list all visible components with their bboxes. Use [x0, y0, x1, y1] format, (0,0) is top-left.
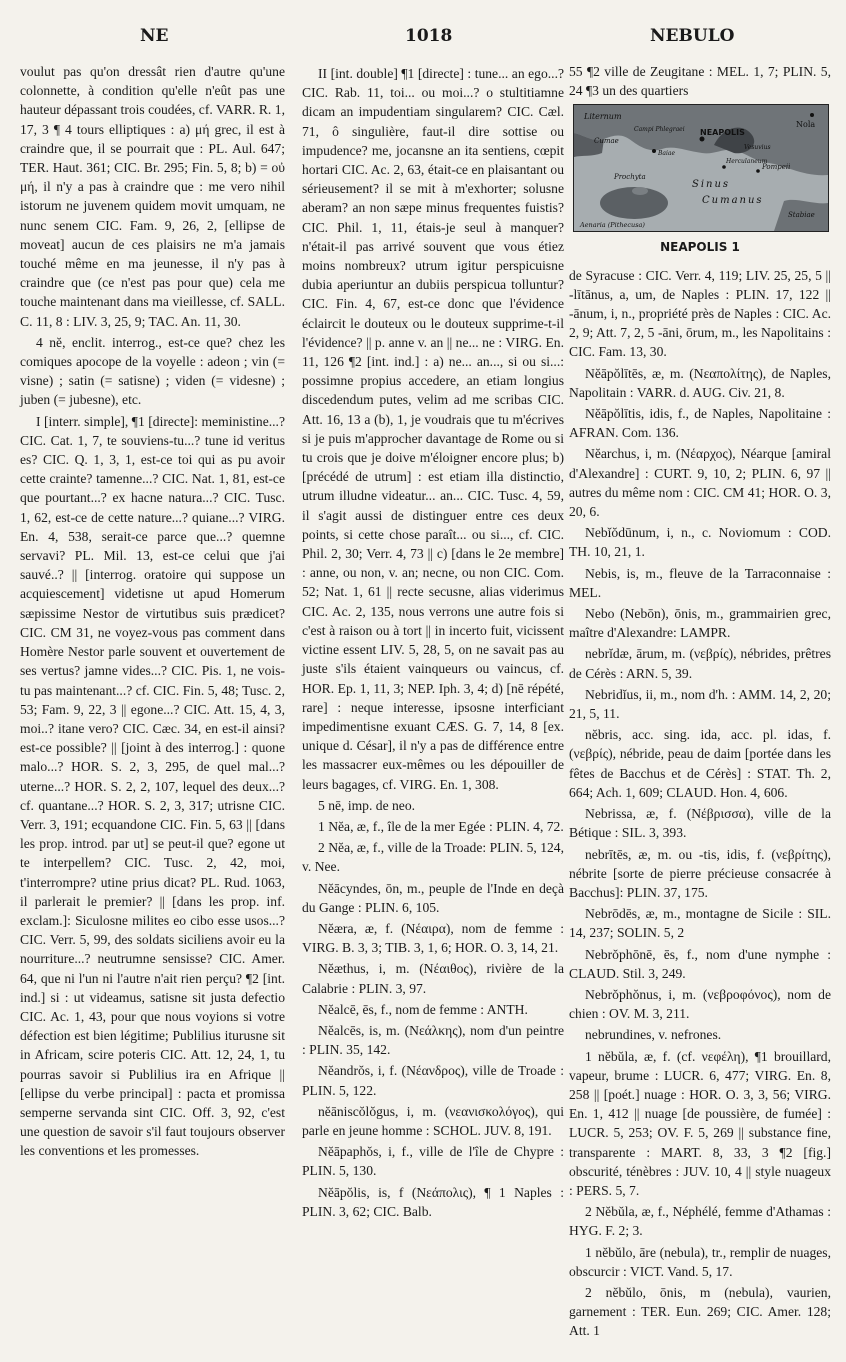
- page-header: [0, 26, 846, 48]
- dictionary-entry: I [interr. simple], ¶1 [directe]: meministine...? CIC. Cat. 1, 7, te souviens-tu...? tune id veritus es? CIC. Q. 1, 3, 1, est-ce toi qui as pu avoir cette crainte? tamenne...? CIC. Nat. 1, 81, est-ce que pourtant...? ex hacne natura...? CIC. Tusc. 1, 62, est-ce de cette nature...? quiane...? VIRG. En. 4, 538, serait-ce parce que...? quemne servavi? PL. Mil. 13, est-ce celui que j'ai sauvé..? || [interrog. oratoire qui suppose un acquiescement] videtisne ut apud Homerum sæpissime Nestor de virtutibus suis prædicet? CIC. CM 31, ne voyez-vous pas comment dans Homère Nestor parle souvent et ouvertement de ses vertus? jamne vides...? CIC. Pis. 1, ne vois-tu pas maintenant...? cf. CIC. Fin. 5, 48; Tusc. 2, 53; Fam. 9, 22, 3 || egone...? CIC. Att. 15, 4, 3, moi..? itane vero? CIC. Cæc. 34, en est-il ainsi? est-ce possible? || [joint à des interrog.] : quone malo...? HOR. S. 2, 3, 295, de quel mal...? uterne...? HOR. S. 2, 2, 107, lequel des deux...? cf. quantane...? HOR. S. 2, 3, 317; utrisne CIC. Verr. 3, 191; ecquandone CIC. Fin. 5, 63 || [dans les prop. introd. par ut] se peut-il que? egone ut te interpellem? CIC. Tusc. 2, 42, moi, t'interrompre? utine prius dicat? PL. Rud. 1063, il parlerait le premier? || [dans les prop. inf. exclam.]: Siculosne milites eo cibo esse usos...? CIC. Verr. 5, 99, des soldats siciliens avoir eu la nourriture...? neutrumne sensisse? CIC. Amer. 64, que ni l'un ni l'autre n'ait rien perçu? ¶2 [int. ind.] si : ut videamus, satisne sit justa defectio CIC. Ac. 1, 43, pour que nous voyions si votre défection est bien légitime; Publilius iturusne sit in Africam, scire poteris CIC. Att. 12, 24, 1, tu pourras savoir si Publilius ira en Afrique || [ellipse du verbe principal] : pacta et promissa semperne servanda sint CIC. Off. 3, 92, c'est une question de savoir s'il faut toujours observer les conventions et les promesses.: [20, 413, 285, 1159]
- dictionary-entry: Nĕalcē, ēs, f., nom de femme : ANTH.: [318, 1001, 528, 1017]
- dictionary-entry: nebrundines, v. nefrones.: [585, 1027, 722, 1043]
- dictionary-entry: nebrĭdæ, ārum, m. (νεβρίς), nébrides, prêtres de Cérès : ARN. 5, 39.: [569, 646, 831, 681]
- dictionary-entry: Nebrŏphŏnus, i, m. (νεβροφόνος), nom de chien : OV. M. 3, 211.: [569, 986, 831, 1022]
- dictionary-entry: Nĕāpŏlītēs, æ, m. (Νεαπολίτης), de Naples, Napolitain : VARR. d. AUG. Civ. 21, 8.: [569, 365, 831, 400]
- map-label-prochyta: Prochyta: [614, 173, 646, 182]
- dictionary-entry: nĕāniscŏlŏgus, i, m. (νεανισκολόγος), qui parle en jeune homme : SCHOL. JUV. 8, 191.: [302, 1103, 564, 1138]
- map-label-campi: Campi Phlegraei: [634, 126, 685, 134]
- map-label-neapolis: NEAPOLIS: [700, 128, 745, 138]
- column-3: [569, 62, 831, 1341]
- dictionary-entry: nebrītēs, æ, m. ou -tis, idis, f. (νεβρίτης), nébrite [sorte de pierre précieuse consacrée à Bacchus]: PLIN. 37, 175.: [569, 846, 831, 900]
- dictionary-entry: 4 nĕ, enclit. interrog., est-ce que? chez les comiques apocope de la voyelle : adeon ; vin (= visne) ; satin (= satisne) ; viden (= videsne) ; juben (= jubesne), etc.: [20, 334, 285, 408]
- dictionary-entry: voulut pas qu'on dressât rien d'autre qu'une colonnette, à condition qu'elle n'eût pas une hauteur dépassant trois coudées, cf. VARR. R. 1, 17, 3 ¶ 4 tours elliptiques : a) μή grec, il est à craindre que, il se pourrait que : PL. Aul. 647; TER. Haut. 361; CIC. Br. 295; Fin. 5, 8; b) = οὐ μή, il n'y a pas à craindre que : me vero nihil istorum ne juvenem quidem movit umquam, ne nunc senem CIC. Fam. 9, 26, 2, [ellipse de moveat] aucun de ces plaisirs ne m'a jamais touché même en ma jeunesse, il n'y pas à craindre que (ce n'est pas pour que) cela me touche maintenant dans ma vieillesse, cf. SALL. C. 11, 8 : LIV. 3, 25, 9; TAC. An. 11, 30.: [20, 64, 285, 329]
- map-label-nola: Nola: [796, 120, 816, 130]
- map-caption: NEAPOLIS 1: [660, 240, 740, 255]
- map-label-aenaria: Aenaria (Pithecusa): [580, 221, 645, 230]
- header-left-guide-word: NE: [140, 26, 169, 46]
- dictionary-entry: Nĕāpaphŏs, i, f., ville de l'île de Chypre : PLIN. 5, 130.: [302, 1144, 564, 1179]
- dictionary-entry: Nebridĭus, ii, m., nom d'h. : AMM. 14, 2, 20; 21, 5, 11.: [569, 686, 831, 722]
- map-label-cumae: Cumae: [594, 137, 619, 146]
- map-label-pompeii: Pompeii: [762, 163, 791, 172]
- dictionary-entry: 1 nĕbŭla, æ, f. (cf. νεφέλη), ¶1 brouillard, vapeur, brume : LUCR. 6, 477; VIRG. En. 8, 258 || [poét.] nuage : HOR. O. 3, 3, 56; VIRG. En. 1, 412 || nuage [de poussière, de fumée] : LUCR. 5, 253; OV. F. 5, 269 || substance fine, transparente : MART. 8, 33, 3 ¶2 [fig.] obscurité, ténèbres : JUV. 10, 4 || style nuageux : PERS. 5, 7.: [569, 1048, 831, 1198]
- map-label-cumanus: Cumanus: [702, 195, 764, 207]
- dictionary-entry: Nĕalcēs, is, m. (Νεάλκης), nom d'un peintre : PLIN. 35, 142.: [302, 1022, 564, 1058]
- map-label-stabiae: Stabiae: [788, 211, 815, 220]
- dictionary-entry: nĕbris, acc. sing. ida, acc. pl. idas, f. (νεβρίς), nébride, peau de daim [portée dans les fêtes de Bacchus et de Cérès] : STAT. Th. 2, 664; Ach. 1, 609; CLAUD. Hon. 4, 606.: [569, 727, 831, 800]
- page-number: 1018: [405, 26, 453, 46]
- dictionary-entry: 1 Nĕa, æ, f., île de la mer Egée : PLIN. 4, 72.: [318, 818, 564, 834]
- dictionary-entry: Nĕāpŏlis, is, f (Νεάπολις), ¶ 1 Naples : PLIN. 3, 62; CIC. Balb.: [302, 1184, 564, 1219]
- header-right-guide-word: NEBULO: [650, 26, 735, 46]
- column-3-top: [569, 62, 831, 100]
- dictionary-entry: Nebo (Nebōn), ōnis, m., grammairien grec, maître d'Alexandre: LAMPR.: [569, 606, 831, 641]
- map-label-herculaneum: Herculaneum: [726, 158, 768, 166]
- dictionary-entry: 1 nĕbŭlo, āre (nebula), tr., remplir de nuages, obscurcir : VICT. Vand. 5, 17.: [569, 1244, 831, 1279]
- dictionary-entry: Nĕæra, æ, f. (Νέαιρα), nom de femme : VIRG. B. 3, 3; TIB. 3, 1, 6; HOR. O. 3, 14, 21.: [302, 920, 564, 956]
- dictionary-entry: de Syracuse : CIC. Verr. 4, 119; LIV. 25, 25, 5 || -lītānus, a, um, de Naples : PLIN. 17, 122 || -ānum, i, n., propriété près de Naples : CIC. Ac. 2, 9; Att. 7, 2, 5 -āni, ōrum, m., les Napolitains : CIC. Fam. 13, 30.: [569, 267, 831, 360]
- dictionary-entry: Nebĭŏdūnum, i, n., c. Noviomum : COD. TH. 10, 21, 1.: [569, 525, 831, 560]
- dictionary-entry: Nĕæthus, i, m. (Νέαιθος), rivière de la Calabrie : PLIN. 3, 97.: [302, 961, 564, 996]
- dictionary-entry: 2 Nĕa, æ, f., ville de la Troade: PLIN. 5, 124, v. Nee.: [302, 840, 564, 875]
- map-label-vesuvius: Vesuvius: [744, 144, 771, 152]
- map-label-liternum: Liternum: [584, 112, 622, 122]
- column-1: [20, 62, 285, 1161]
- map-illustration: [574, 105, 828, 231]
- map-label-baiae: Baiae: [658, 150, 676, 158]
- map-label-sinus: Sinus: [692, 179, 731, 191]
- dictionary-entry: Nĕandrŏs, i, f. (Νέανδρος), ville de Troade : PLIN. 5, 122.: [302, 1063, 564, 1098]
- column-2: [302, 62, 564, 1221]
- dictionary-entry: Nĕarchus, i, m. (Νέαρχος), Néarque [amiral d'Alexandre] : CURT. 9, 10, 2; PLIN. 6, 97 || autres du même nom : CIC. CM 41; HOR. O. 3, 20, 6.: [569, 446, 831, 520]
- dictionary-entry: Nebrŏphōnē, ēs, f., nom d'une nymphe : CLAUD. Stil. 3, 249.: [569, 946, 831, 981]
- dictionary-entry: Nĕāpŏlītis, idis, f., de Naples, Napolitaine : AFRAN. Com. 136.: [569, 406, 831, 441]
- column-3-body: [569, 266, 831, 1341]
- dictionary-entry: 5 nē, imp. de neo.: [318, 797, 416, 813]
- dictionary-entry: 2 nĕbŭlo, ōnis, m (nebula), vaurien, garnement : TER. Eun. 269; CIC. Amer. 128; Att. 1: [569, 1284, 831, 1339]
- dictionary-entry: 55 ¶2 ville de Zeugitane : MEL. 1, 7; PLIN. 5, 24 ¶3 un des quartiers: [569, 64, 831, 99]
- dictionary-entry: Nebrōdēs, æ, m., montagne de Sicile : SIL. 14, 237; SOLIN. 5, 2: [569, 906, 831, 941]
- dictionary-entry: Nebrissa, æ, f. (Νέβρισσα), ville de la Bétique : SIL. 3, 393.: [569, 806, 831, 841]
- dictionary-entry: 2 Nĕbŭla, æ, f., Néphélé, femme d'Athamas : HYG. F. 2; 3.: [569, 1204, 831, 1239]
- dictionary-entry: Nebis, is, m., fleuve de la Tarraconnaise : MEL.: [569, 565, 831, 600]
- neapolis-map: [573, 104, 829, 232]
- dictionary-entry: II [int. double] ¶1 [directe] : tune... an ego...? CIC. Rab. 11, toi... ou moi...? o stultitiamne dicam an impudentiam singularem? CIC. Cæl. 71, ô singulière, faut-il dire sottise ou impudence? me, jocansne an ita sentiens, cœpit hortari CIC. Ac. 2, 63, était-ce en plaisantant ou sérieusement? il se mit à m'exhorter; solusne aberam? an non sæpe minus frequentes fuistis? CIC. Phil. 1, 11, étais-je seul à manquer? n'était-il pas arrivé souvent que vous étiez moins nombreux? utrum igitur perspicuisne dubia aperiuntur an dubiis perspicua tolluntur? CIC. Fin. 4, 67, est-ce donc que l'évidence éclaircit le douteux ou le douteux supprime-t-il l'évidence? || p. anne v. an || ne... ne : VIRG. En. 11, 126 ¶2 [int. ind.] : a) ne... an..., si ou si...: possimne propius accedere, an etiam longius discedendum putes, velim ad me scribas CIC. Att. 16, 13 a (b), 1, je voudrais que tu m'écrives si je puis m'approcher davantage de Rome ou si tu crois que je doive m'éloigner encore plus; b) [précédé de utrum] : est etiam illa distinctio, utrum illudne videatur... an... CIC. Tusc. 4, 59, il s'agit aussi de distinguer entre ces deux points, si cette chose paraît... ou si..., cf. CIC. Phil. 2, 30; Verr. 4, 73 || c) [dans le 2e membre] : anne, ou non, v. an; necne, ou non CIC. Com. 52; Nat. 1, 61 || recte secusne, alias viderimus CIC. Ac. 2, 135, nous verrons une autre fois si c'est à raison ou à tort || in incerto fuit, vicissent victine essent LIV. 5, 28, 5, on ne savait pas au juste s'ils étaient vainqueurs ou vaincus, cf. HOR. Ep. 1, 11, 3; NEP. Iph. 3, 4; d) [nē répété, rare] : neque interesse, ipsosne interficiant impedimentisne exuant CÆS. G. 7, 14, 8 [ex. unique d. César], il n'y a pas de différence entre les massacrer eux-mêmes ou les dépouiller de leurs bagages, cf. VIRG. En. 1, 308.: [302, 66, 564, 792]
- dictionary-entry: Nĕācyndes, ōn, m., peuple de l'Inde en deçà du Gange : PLIN. 6, 105.: [302, 880, 564, 915]
